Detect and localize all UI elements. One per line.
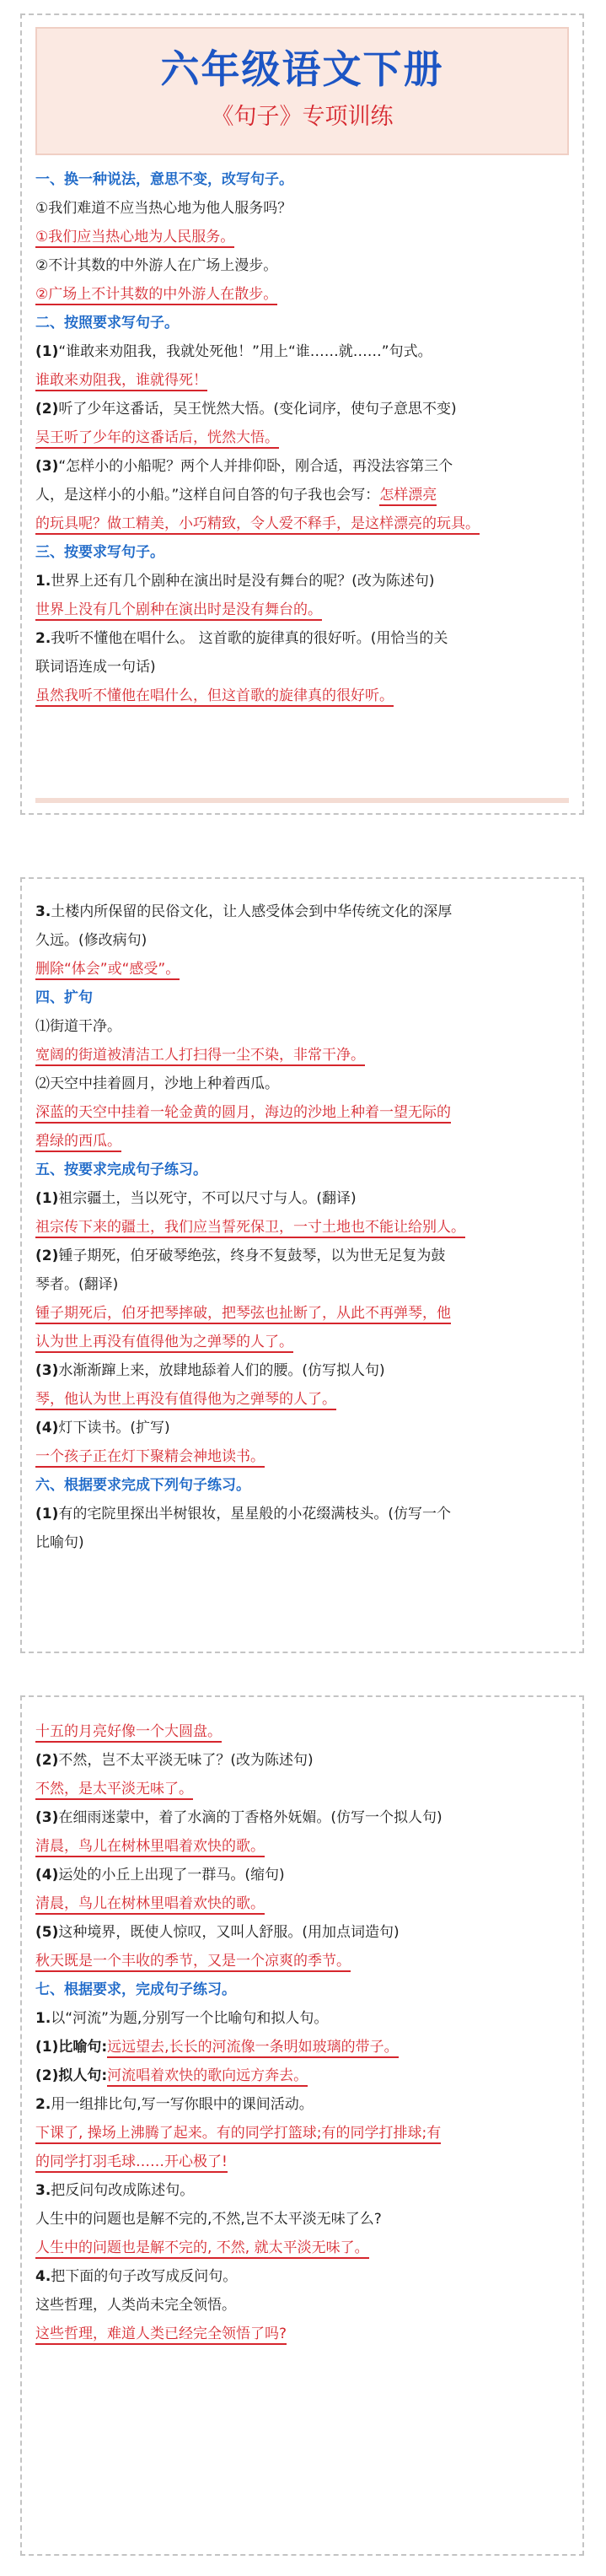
- question: [35, 2176, 569, 2205]
- question-text: 联词语连成一句话): [35, 659, 156, 676]
- question-number: (3): [35, 1362, 59, 1379]
- question: [35, 1356, 569, 1385]
- question: [35, 1746, 569, 1775]
- question-text: 锺子期死，伯牙破琴绝弦，终身不复鼓琴，以为世无足复为鼓: [58, 1248, 446, 1264]
- question-text: 用一组排比句,写一写你眼中的课间活动。: [51, 2096, 314, 2113]
- answer: 删除“体会”或“感受”。: [35, 961, 180, 980]
- answer: 清晨，鸟儿在树林里唱着欢快的歌。: [35, 1895, 265, 1915]
- question-number: (1)比喻句:: [35, 2039, 108, 2056]
- question: [35, 1414, 569, 1442]
- answer: 十五的月亮好像一个大圆盘。: [35, 1723, 222, 1743]
- question-text: 水渐渐蹿上来，放肆地舔着人们的腰。(仿写拟人句): [58, 1362, 385, 1379]
- question: [35, 2262, 569, 2291]
- question-number: (2)拟人句:: [35, 2067, 108, 2084]
- question-number: (4): [35, 1420, 59, 1436]
- worksheet-card-3: [20, 1695, 584, 2556]
- question-number: (3): [35, 458, 59, 475]
- question: [35, 2004, 569, 2033]
- question-text: 听了少年这番话，吴王恍然大悟。(变化词序，使句子意思不变): [58, 401, 457, 418]
- question: [35, 1184, 569, 1213]
- question: [35, 897, 569, 926]
- question-text: 把反问句改成陈述句。: [51, 2182, 195, 2199]
- question: [35, 1861, 569, 1889]
- question-number: (2): [35, 1248, 59, 1264]
- answer: 锺子期死后，伯牙把琴摔破，把琴弦也扯断了，从此不再弹琴，他: [35, 1305, 451, 1324]
- section-heading-1: 一、换一种说法，意思不变，改写句子。: [35, 171, 293, 188]
- question-text: 运处的小丘上出现了一群马。(缩句): [58, 1867, 285, 1883]
- question-text: 把下面的句子改写成反问句。: [51, 2268, 238, 2285]
- answer: 下课了, 操场上沸腾了起来。有的同学打篮球;有的同学打排球;有: [35, 2125, 441, 2144]
- section-heading-6: 六、根据要求完成下列句子练习。: [35, 1477, 250, 1494]
- question-text: 祖宗疆土，当以死守，不可以尺寸与人。(翻译): [58, 1190, 357, 1207]
- question: ⑴街道干净。: [35, 1018, 121, 1035]
- answer: 世界上没有几个剧种在演出时是没有舞台的。: [35, 601, 322, 621]
- answer: 祖宗传下来的疆土，我们应当誓死保卫，一寸土地也不能让给别人。: [35, 1219, 465, 1238]
- question: ⑵天空中挂着圆月，沙地上种着西瓜。: [35, 1075, 279, 1092]
- section-heading-2: 二、按照要求写句子。: [35, 315, 179, 331]
- question-text: “谁敢来劝阻我，我就处死他！”用上“谁……就……”句式。: [58, 343, 432, 360]
- question-number: 2.: [35, 630, 51, 647]
- question-text: 比喻句): [35, 1534, 84, 1551]
- question-text: “怎样小的小船呢？两个人并排仰卧，刚合适，再没法容第三个: [58, 458, 453, 475]
- answer: 怎样漂亮: [379, 487, 437, 506]
- question-text: 我听不懂他在唱什么。 这首歌的旋律真的很好听。(用恰当的关: [51, 630, 448, 647]
- question-number: (2): [35, 1752, 59, 1769]
- answer: 秋天既是一个丰收的季节，又是一个凉爽的季节。: [35, 1953, 351, 1972]
- question-number: 1.: [35, 2010, 51, 2027]
- page-subtitle: 《句子》专项训练: [211, 104, 394, 130]
- question-text: 世界上还有几个剧种在演出时是没有舞台的呢？(改为陈述句): [51, 573, 435, 590]
- question: [35, 452, 569, 481]
- question-number: (3): [35, 1809, 59, 1826]
- question-number: (2): [35, 401, 59, 418]
- answer: ①我们应当热心地为人民服务。: [35, 229, 234, 248]
- question-number: (1): [35, 1506, 59, 1522]
- answer: 认为世上再没有值得他为之弹琴的人了。: [35, 1334, 293, 1353]
- answer: 宽阔的街道被清洁工人打扫得一尘不染，非常干净。: [35, 1047, 365, 1066]
- question: [35, 1918, 569, 1947]
- title-banner: [35, 27, 569, 155]
- question: [35, 624, 569, 653]
- question: [35, 567, 569, 595]
- answer: 的玩具呢？做工精美，小巧精致，令人爱不释手，是这样漂亮的玩具。: [35, 515, 480, 535]
- question-text: 人生中的问题也是解不完的,不然,岂不太平淡无味了么?: [35, 2211, 382, 2228]
- worksheet-card-2: [20, 877, 584, 1653]
- question-text: 琴者。(翻译): [35, 1276, 119, 1293]
- answer: ②广场上不计其数的中外游人在散步。: [35, 286, 277, 305]
- answer: 琴，他认为世上再没有值得他为之弹琴的人了。: [35, 1391, 336, 1410]
- answer: 这些哲理，难道人类已经完全领悟了吗?: [35, 2325, 287, 2345]
- answer: 远远望去,长长的河流像一条明如玻璃的带子。: [107, 2039, 398, 2058]
- section-heading-4: 四、扩句: [35, 989, 93, 1006]
- question-text: 有的宅院里探出半树银妆，星星般的小花缀满枝头。(仿写一个: [58, 1506, 452, 1522]
- question-number: (4): [35, 1867, 59, 1883]
- answer: 一个孩子正在灯下聚精会神地读书。: [35, 1448, 265, 1468]
- question-number: (1): [35, 343, 59, 360]
- question-text: 在细雨迷蒙中，着了水滴的丁香格外妩媚。(仿写一个拟人句): [58, 1809, 442, 1826]
- section-heading-7: 七、根据要求，完成句子练习。: [35, 1981, 236, 1998]
- answer: 吴王听了少年的这番话后，恍然大悟。: [35, 429, 279, 449]
- answer: 的同学打羽毛球……开心极了!: [35, 2153, 228, 2173]
- question-number: (5): [35, 1924, 59, 1941]
- question-number: (1): [35, 1190, 59, 1207]
- question-number: 3.: [35, 903, 51, 920]
- question-text: 以“河流”为题,分别写一个比喻句和拟人句。: [51, 2010, 329, 2027]
- question-number: 4.: [35, 2268, 51, 2285]
- question: [35, 337, 569, 366]
- question-text: 不然，岂不太平淡无味了？(改为陈述句): [58, 1752, 314, 1769]
- question-text: 人，是这样小的小船。”这样自问自答的句子我也会写：: [35, 487, 380, 504]
- answer: 人生中的问题也是解不完的, 不然, 就太平淡无味了。: [35, 2239, 369, 2259]
- page-title: 六年级语文下册: [160, 46, 444, 92]
- answer: 清晨，鸟儿在树林里唱着欢快的歌。: [35, 1838, 265, 1857]
- answer: 深蓝的天空中挂着一轮金黄的圆月，海边的沙地上种着一望无际的: [35, 1104, 451, 1124]
- question-text: 这种境界，既使人惊叹，又叫人舒服。(用加点词造句): [58, 1924, 400, 1941]
- answer: 河流唱着欢快的歌向远方奔去。: [107, 2067, 308, 2087]
- answer: 不然，是太平淡无味了。: [35, 1781, 193, 1800]
- question: ①我们难道不应当热心地为他人服务吗？: [35, 200, 292, 217]
- question: [35, 1242, 569, 1270]
- question-text: 灯下读书。(扩写): [58, 1420, 170, 1436]
- question-number: 1.: [35, 573, 51, 590]
- question-text: 久远。(修改病句): [35, 932, 147, 949]
- question-number: 3.: [35, 2182, 51, 2199]
- divider: [35, 798, 569, 803]
- answer: 虽然我听不懂他在唱什么，但这首歌的旋律真的很好听。: [35, 687, 394, 707]
- question: [35, 2090, 569, 2119]
- section-heading-5: 五、按要求完成句子练习。: [35, 1161, 207, 1178]
- worksheet-card-1: [20, 13, 584, 815]
- question: [35, 1500, 569, 1528]
- question-text: 这些哲理，人类尚未完全领悟。: [35, 2297, 236, 2314]
- question-text: 土楼内所保留的民俗文化，让人感受体会到中华传统文化的深厚: [51, 903, 453, 920]
- answer: 碧绿的西瓜。: [35, 1133, 121, 1152]
- answer: 谁敢来劝阻我，谁就得死！: [35, 372, 207, 391]
- question-number: 2.: [35, 2096, 51, 2113]
- section-heading-3: 三、按要求写句子。: [35, 544, 164, 561]
- question: ②不计其数的中外游人在广场上漫步。: [35, 257, 278, 274]
- question: [35, 395, 569, 423]
- question: [35, 1803, 569, 1832]
